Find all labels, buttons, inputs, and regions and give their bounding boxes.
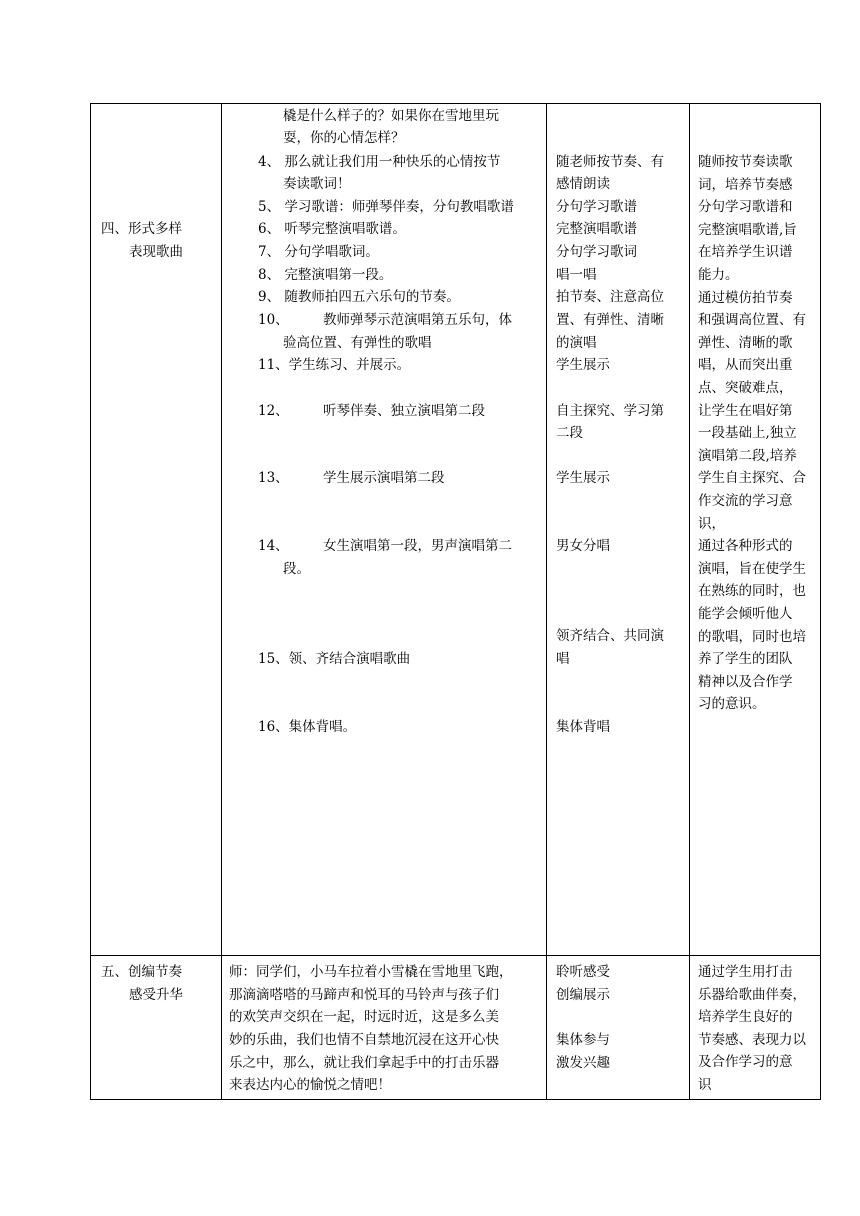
table-row <box>91 956 821 1100</box>
step-line: 13、 学生展示演唱第二段 <box>258 470 445 486</box>
stage-cell <box>91 104 222 956</box>
intent-line: 学生自主探究、合 <box>698 470 806 487</box>
intent-line: 作交流的学习意 <box>698 493 793 509</box>
student-line: 学生展示 <box>556 470 610 486</box>
teacher-line: 来表达内心的愉悦之情吧！ <box>229 1077 391 1093</box>
teacher-activity-cell <box>222 956 547 1100</box>
student-line: 集体参与 <box>556 1032 610 1048</box>
student-line: 随老师按节奏、有 <box>556 154 664 170</box>
stage-subtitle: 表现歌曲 <box>129 244 183 260</box>
stage-title: 五、创编节奏 <box>101 964 182 980</box>
stage-subtitle: 感受升华 <box>129 987 183 1003</box>
student-activity-cell <box>547 956 690 1100</box>
step-line: 橇是什么样子的？如果你在雪地里玩 <box>283 108 499 124</box>
intent-line: 识 <box>698 1077 712 1093</box>
teacher-activity-cell <box>222 104 547 956</box>
design-intent-cell <box>690 956 821 1100</box>
student-line: 唱 <box>556 651 570 667</box>
table-row <box>91 104 821 956</box>
intent-line: 分句学习歌谱和 <box>698 199 793 216</box>
step-line: 耍，你的心情怎样？ <box>283 130 405 146</box>
intent-line: 培养学生良好的 <box>698 1009 793 1026</box>
intent-line: 及合作学习的意 <box>698 1054 793 1071</box>
student-line: 分句学习歌词 <box>556 244 637 260</box>
student-line: 男女分唱 <box>556 538 610 554</box>
intent-line: 识， <box>698 515 725 532</box>
stage-title: 四、形式多样 <box>101 221 182 237</box>
student-line: 激发兴趣 <box>556 1055 610 1071</box>
intent-line: 在熟练的同时，也 <box>698 583 806 600</box>
student-line: 分句学习歌谱 <box>556 199 637 215</box>
step-line: 14、 女生演唱第一段，男声演唱第二 <box>258 538 513 554</box>
step-line: 7、 分句学唱歌词。 <box>258 244 379 260</box>
step-line: 奏读歌词！ <box>283 176 351 192</box>
intent-line: 弹性、清晰的歌 <box>698 334 793 351</box>
student-line: 拍节奏、注意高位 <box>556 289 664 305</box>
step-line: 4、 那么就让我们用一种快乐的心情按节 <box>258 154 501 170</box>
student-line: 感情朗读 <box>556 176 610 192</box>
intent-line: 一段基础上,独立 <box>698 425 797 442</box>
intent-line: 演唱，旨在使学生 <box>698 560 806 577</box>
student-line: 的演唱 <box>556 335 597 351</box>
intent-line: 乐器给歌曲伴奏， <box>698 986 806 1003</box>
student-line: 置、有弹性、清晰 <box>556 312 664 328</box>
teacher-line: 乐之中，那么，就让我们拿起手中的打击乐器 <box>229 1055 499 1071</box>
teacher-line: 师：同学们，小马车拉着小雪橇在雪地里飞跑， <box>229 964 513 980</box>
lesson-plan-table <box>90 103 821 1100</box>
intent-line: 在培养学生识谱 <box>698 244 793 261</box>
student-activity-cell <box>547 104 690 956</box>
step-line: 6、 听琴完整演唱歌谱。 <box>258 221 406 237</box>
intent-line: 让学生在唱好第 <box>698 402 793 419</box>
student-line: 唱一唱 <box>556 267 597 283</box>
step-line: 15、领、齐结合演唱歌曲 <box>258 651 411 667</box>
step-line: 10、 教师弹琴示范演唱第五乐句，体 <box>258 312 513 328</box>
student-line: 聆听感受 <box>556 964 610 980</box>
design-intent-cell <box>690 104 821 956</box>
intent-line: 随师按节奏读歌 <box>698 154 793 170</box>
student-line: 完整演唱歌谱 <box>556 221 637 237</box>
step-line: 16、集体背唱。 <box>258 719 357 735</box>
teacher-line: 那滴滴嗒嗒的马蹄声和悦耳的马铃声与孩子们 <box>229 987 499 1003</box>
student-line: 集体背唱 <box>556 719 610 735</box>
intent-line: 习的意识。 <box>698 696 766 713</box>
step-line: 11、学生练习、并展示。 <box>258 357 411 373</box>
teacher-line: 妙的乐曲，我们也情不自禁地沉浸在这开心快 <box>229 1032 499 1048</box>
intent-line: 演唱第二段,培养 <box>698 447 797 464</box>
intent-line: 通过各种形式的 <box>698 538 793 555</box>
intent-line: 完整演唱歌谱,旨 <box>698 221 797 238</box>
step-line: 12、 听琴伴奏、独立演唱第二段 <box>258 403 486 419</box>
student-line: 创编展示 <box>556 987 610 1003</box>
step-line: 9、 随教师拍四五六乐句的节奏。 <box>258 289 460 305</box>
student-line: 自主探究、学习第 <box>556 403 664 419</box>
step-line: 8、 完整演唱第一段。 <box>258 267 393 283</box>
intent-line: 通过模仿拍节奏 <box>698 289 793 306</box>
intent-line: 节奏感、表现力以 <box>698 1031 806 1048</box>
intent-line: 通过学生用打击 <box>698 964 793 980</box>
intent-line: 唱，从而突出重 <box>698 357 793 374</box>
teacher-line: 的欢笑声交织在一起，时远时近，这是多么美 <box>229 1009 499 1025</box>
step-line: 段。 <box>283 561 310 577</box>
step-line: 5、 学习歌谱：师弹琴伴奏，分句教唱歌谱 <box>258 199 514 215</box>
intent-line: 点、突破难点， <box>698 380 793 396</box>
intent-line: 词，培养节奏感 <box>698 176 793 193</box>
intent-line: 养了学生的团队 <box>698 651 793 668</box>
intent-line: 和强调高位置、有 <box>698 312 806 329</box>
intent-line: 精神以及合作学 <box>698 673 793 690</box>
step-line: 验高位置、有弹性的歌唱 <box>283 335 432 351</box>
student-line: 二段 <box>556 425 583 441</box>
intent-line: 能学会倾听他人 <box>698 606 793 622</box>
intent-line: 的歌唱，同时也培 <box>698 628 806 645</box>
student-line: 领齐结合、共同演 <box>556 628 664 644</box>
student-line: 学生展示 <box>556 357 610 373</box>
stage-cell <box>91 956 222 1100</box>
intent-line: 能力。 <box>698 267 739 283</box>
